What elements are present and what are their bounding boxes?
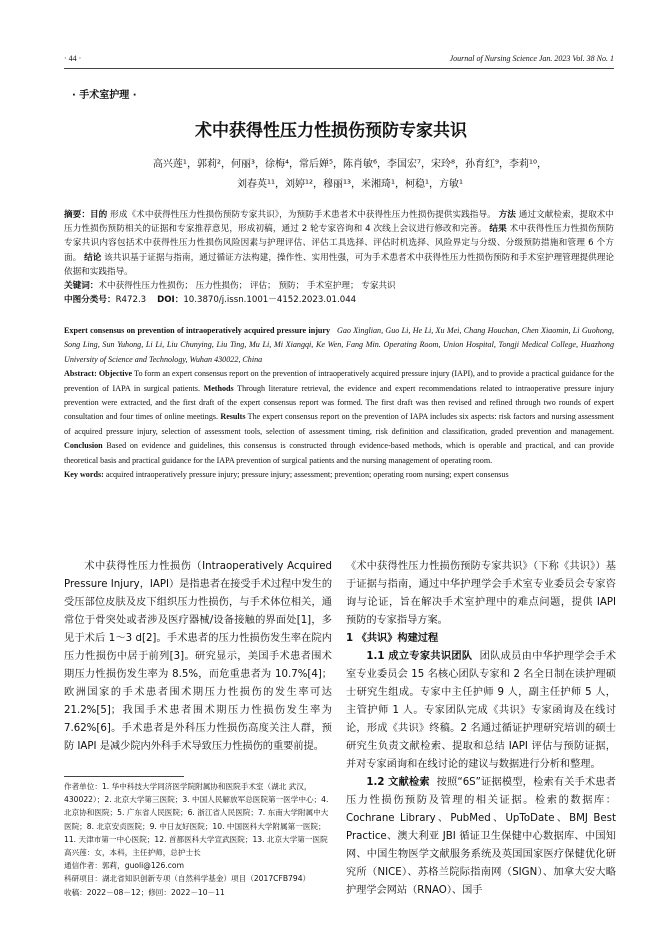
chinese-abstract (64, 208, 614, 307)
corresponding-author: 通信作者：郭莉，guoli@126.com (64, 861, 184, 871)
en-results-label: Results (220, 412, 246, 422)
header-rule (64, 68, 614, 69)
intro-paragraph: 术中获得性压力性损伤（Intraoperatively Acquired Pressure Injury，IAPI）是指患者在接受手术过程中发生的受压部位皮肤及皮下组织压力性损伤，与手术体位相关，通常位于骨突处或者涉及医疗器械/设备接触的界面处[1]，多见于术后 1～3 d[2]。手术患者的压力性损伤发生率在院内压力性损伤中居于前列[3]。研究显示，美国手术患者围术期压力性损伤发生率为 8.5%，而危重患者为 10.7%[4]；欧洲国家的手术患者围术期压力性损伤的发生率可达 21.2%[5]；我国手术患者围术期压力性损伤发生率为 7.62%[6]。手术患者是外科压力性损伤高度关注人群，预防 IAPI 是减少院内外科手术导致压力性损伤的重要前提。 (64, 561, 333, 752)
en-conclusion-label: Conclusion (64, 441, 103, 451)
en-keywords-label: Key words: (64, 470, 104, 480)
article-title: 术中获得性压力性损伤预防专家共识 (195, 121, 467, 141)
en-methods-text: Through literature retrieval, the evidence and expert recommendations related to intraoperative pressure injury prevention were extracted, and the first draft of the expert consensus report was formed. The first draft was then revised and refined through two rounds of expert consultation and four times of online meetings. (64, 383, 614, 422)
doi-label: DOI： (157, 295, 184, 306)
conclusion-label: 结论 (84, 252, 102, 263)
section-1-2-label: 1.2 文献检索 (366, 777, 430, 788)
objective-label: 目的 (90, 210, 108, 220)
english-title: Expert consensus on prevention of intraoperatively acquired pressure injury (64, 326, 331, 335)
clc-label: 中图分类号： (64, 295, 116, 306)
result-label: 结果 (489, 224, 507, 235)
left-column-body (64, 558, 332, 756)
right-column-body (346, 558, 616, 900)
keywords-text: 术中获得性压力性损伤； 压力性损伤； 评估； 预防； 手术室护理； 专家共识 (98, 281, 396, 292)
section-1-1 (346, 648, 616, 774)
heading-1: 1 《共识》构建过程 (346, 633, 439, 644)
doi-value: 10.3870/j.issn.1001－4152.2023.01.044 (183, 295, 357, 306)
consensus-intro: 《术中获得性压力性损伤预防专家共识》（下称《共识》）基于证据与指南，通过中华护理学会手术室专业委员会专家咨询与论证，旨在解决手术室护理中的难点问题，提供 IAPI 预防的专家指导方案。 (346, 561, 616, 626)
en-conclusion-text: Based on evidence and guidelines, this consensus is constructed through evidence-based methods, which is operable and practical, and can provide theoretical basis and practical guidance for the IAPA prevention of surgical patients and the nursing management of operating room. (64, 441, 614, 465)
section-1-2-text: 按照“6S”证据模型，检索有关手术患者压力性损伤预防及管理的相关证据。检索的数据库：Cochrane Library、PubMed、UpToDate、BMJ Best Practice、澳大利亚 JBI 循证卫生保健中心数据库、中国知网、中国生物医学文献服务系统及英国国家医疗保健优化研究所（NICE）、苏格兰院际指南网（SIGN）、加拿大安大略护理学会网站（RNAO）、国手 (346, 777, 616, 896)
result-text: 术中获得性压力性损伤预防专家共识内容包括术中获得性压力性损伤风险因素与护理评估、评估工具选择、评估时机选择、风险界定与分级、分级预防措施和管理 6 个方面。 (64, 224, 614, 263)
footnote-rule (64, 776, 184, 777)
section-tag: · 手术室护理 · (72, 90, 137, 101)
en-objective-text: To form an expert consensus report on the prevention of intraoperatively acquired pressure injury (IAPI), and to provide a practical guidance for the prevention of IAPA in surgical patients. (64, 369, 614, 393)
first-author: 高兴莲：女，本科，主任护师，总护士长 (64, 848, 201, 858)
en-results-text: The expert consensus report on the prevention of IAPA includes six aspects: risk factors and nursing assessment of acquired pressure injury, selection of assessment tools, selection of assessment timing, risk definition and classification, graded prevention and management. (64, 412, 614, 436)
section-1-1-text: 团队成员由中华护理学会手术室专业委员会 15 名核心团队专家和 2 名全日制在读护理硕士研究生组成。专家中主任护师 9 人，副主任护师 5 人，主管护师 1 人。专家团队完成《共识》专家函询及在线讨论，形成《共识》终稿。2 名通过循证护理研究培训的硕士研究生负责文献检索、提取和总结 IAPI 评估与预防证据，并对专家函询和在线讨论的建议与数据进行分析和整理。 (346, 651, 617, 770)
affil-label: 作者单位： (64, 782, 102, 791)
en-keywords-text: acquired intraoperatively pressure injury; pressure injury; assessment; prevention; operating room nursing; expert consensus (105, 470, 509, 480)
method-text: 通过文献检索，提取术中压力性损伤预防相关的证据和专家推荐意见，形成初稿，通过 2 轮专家咨询和 4 次线上会议进行修改和完善。 (64, 210, 614, 235)
method-label: 方法 (498, 210, 516, 220)
english-authors: Gao Xinglian, Guo Li, He Li, Xu Mei, Chang Houchan, Chen Xiaomin, Li Guohong, Song Ling, Sun Yuhong, Li Li, Liu Chunying, Liu Ting, Mu Li, Mi Xiangqi, Ke Wen, Fang Min. (64, 326, 614, 350)
abstract-label: 摘要： (64, 210, 90, 220)
running-head (64, 54, 614, 68)
footnote (64, 780, 332, 899)
authors-line-2: 刘春英¹¹，刘婷¹²，穆丽¹³，米湘琦¹，柯稳¹，方敏¹ (236, 179, 464, 190)
section-1-2 (346, 774, 616, 900)
en-objective-label: Objective (98, 369, 133, 379)
conclusion-text: 该共识基于证据与指南，通过循证方法构建，操作性、实用性强，可为手术患者术中获得性压力性损伤预防和手术室护理管理提供理论依据和实践指导。 (64, 252, 614, 277)
en-methods-label: Methods (203, 383, 234, 393)
section-1-1-label: 1.1 成立专家共识团队 (366, 651, 473, 662)
affiliations (64, 780, 332, 846)
dates: 收稿：2022－08－12；修回：2022－10－11 (64, 887, 225, 897)
en-abstract-label: Abstract: (64, 369, 97, 379)
authors-line-1: 高兴莲¹，郭莉²，何丽³，徐梅⁴，常后婵⁵，陈肖敏⁶，李国宏⁷，宋玲⁸，孙育红⁹，李莉¹⁰， (152, 159, 548, 170)
objective-text: 形成《术中获得性压力性损伤预防专家共识》，为预防手术患者术中获得性压力性损伤提供实践指导。 (110, 210, 496, 220)
funding: 科研项目：湖北省知识创新专项（自然科学基金）项目（2017CFB794） (64, 874, 311, 884)
english-affiliation: Operating Room, Union Hospital, Tongji Medical College, Huazhong University of Science and Technology, Wuhan 430022, China (64, 340, 614, 364)
page-number: · 44 · (64, 54, 82, 63)
clc-value: R472.3 (115, 295, 147, 306)
keywords-label: 关键词： (64, 281, 99, 292)
affil-text: 1. 华中科技大学同济医学院附属协和医院手术室（湖北 武汉，430022）；2. 北京大学第三医院；3. 中国人民解放军总医院第一医学中心；4. 北京协和医院；5. 广东省人民医院；6. 浙江省人民医院；7. 东南大学附属中大医院；8. 北京安贞医院；9. 中日友好医院；10. 中国医科大学附属第一医院；11. 天津市第一中心医院；12. 首都医科大学宣武医院；13. 北京大学第一医院 (64, 782, 329, 844)
english-abstract (64, 324, 614, 482)
journal-info: Journal of Nursing Science Jan. 2023 Vol. 38 No. 1 (449, 54, 614, 63)
